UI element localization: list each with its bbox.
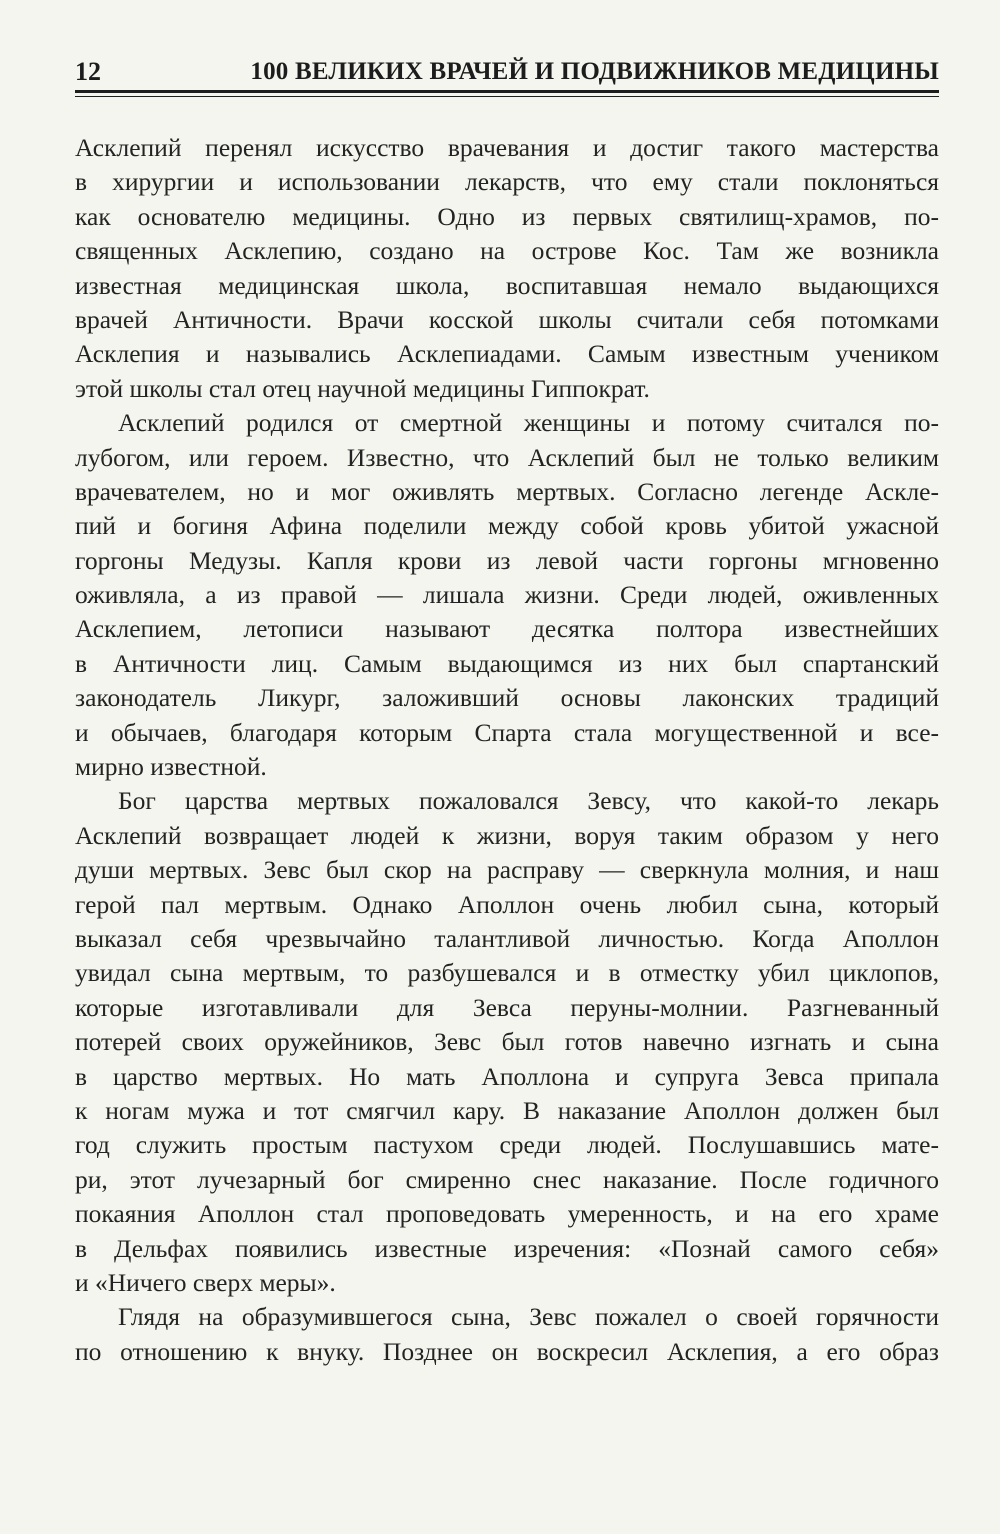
body-text (75, 131, 939, 1369)
paragraph-2 (75, 406, 939, 784)
text-line: выказал себя чрезвычайно талантливой личностью. Когда Аполлон (75, 923, 939, 953)
page-number: 12 (75, 57, 101, 86)
text-line: покаяния Аполлон стал проповедовать умеренность, и на его храме (75, 1199, 939, 1229)
text-line: которые изготавливали для Зевса перуны-молнии. Разгневанный (75, 992, 939, 1022)
text-line: в царство мертвых. Но мать Аполлона и супруга Зевса припала (75, 1061, 939, 1091)
text-line: в хирургии и использовании лекарств, что ему стали поклоняться (75, 167, 939, 197)
text-line: этой школы стал отец научной медицины Гиппократ. (75, 373, 650, 403)
text-line: к ногам мужа и тот смягчил кару. В наказание Аполлон должен был (75, 1095, 939, 1125)
running-title: 100 ВЕЛИКИХ ВРАЧЕЙ И ПОДВИЖНИКОВ МЕДИЦИНЫ (250, 58, 939, 85)
text-line: мирно известной. (75, 752, 267, 782)
text-line: увидал сына мертвым, то разбушевался и в отместку убил циклопов, (75, 958, 939, 988)
text-line: пий и богиня Афина поделили между собой кровь убитой ужасной (75, 511, 939, 541)
text-line: Асклепием, летописи называют десятка полтора известнейших (75, 614, 939, 644)
text-line: священных Асклепию, создано на острове Кос. Там же возникла (75, 236, 939, 266)
paragraph-3 (75, 784, 939, 1300)
text-line: Асклепий перенял искусство врачевания и достиг такого мастерства (75, 133, 939, 162)
text-line: Асклепия и назывались Асклепиадами. Самым известным учеником (75, 339, 939, 369)
paragraph-4 (75, 1300, 939, 1369)
text-line: врачей Античности. Врачи косской школы считали себя потомками (75, 304, 939, 334)
text-line: по отношению к внуку. Позднее он воскресил Асклепия, а его образ (75, 1336, 939, 1366)
text-line: год служить простым пастухом среди людей. Послушавшись мате- (75, 1130, 939, 1160)
text-line: Бог царства мертвых пожаловался Зевсу, что какой-то лекарь (118, 786, 939, 816)
text-line: Асклепий возвращает людей к жизни, воруя таким образом у него (75, 820, 939, 850)
text-line: потерей своих оружейников, Зевс был готов навечно изгнать и сына (75, 1027, 939, 1057)
text-line: в Дельфах появились известные изречения: «Познай самого себя» (75, 1233, 939, 1263)
text-line: законодатель Ликург, заложивший основы лаконских традиций (75, 683, 939, 713)
text-line: в Античности лиц. Самым выдающимся из них был спартанский (75, 648, 939, 678)
text-line: герой пал мертвым. Однако Аполлон очень любил сына, который (75, 889, 939, 919)
text-line: и «Ничего сверх меры». (75, 1267, 336, 1297)
text-line: и обычаев, благодаря которым Спарта стала могущественной и все- (75, 717, 939, 747)
text-line: как основателю медицины. Одно из первых святилищ-храмов, по- (75, 201, 939, 231)
header-rule-thin (75, 96, 939, 97)
paragraph-1 (75, 131, 939, 406)
text-line: врачевателем, но и мог оживлять мертвых. Согласно легенде Аскле- (75, 476, 939, 506)
text-line: известная медицинская школа, воспитавшая немало выдающихся (75, 270, 939, 300)
text-line: Глядя на образумившегося сына, Зевс пожалел о своей горячности (118, 1302, 939, 1332)
text-line: лубогом, или героем. Известно, что Асклепий был не только великим (75, 442, 939, 472)
text-line: Асклепий родился от смертной женщины и потому считался по- (118, 408, 939, 438)
text-line: горгоны Медузы. Капля крови из левой части горгоны мгновенно (75, 545, 939, 575)
text-line: ри, этот лучезарный бог смиренно снес наказание. После годичного (75, 1164, 939, 1194)
text-line: души мертвых. Зевс был скор на расправу — сверкнула молния, и наш (75, 855, 939, 885)
text-line: оживляла, а из правой — лишала жизни. Среди людей, оживленных (75, 580, 939, 610)
header-rule-thick (75, 90, 939, 93)
